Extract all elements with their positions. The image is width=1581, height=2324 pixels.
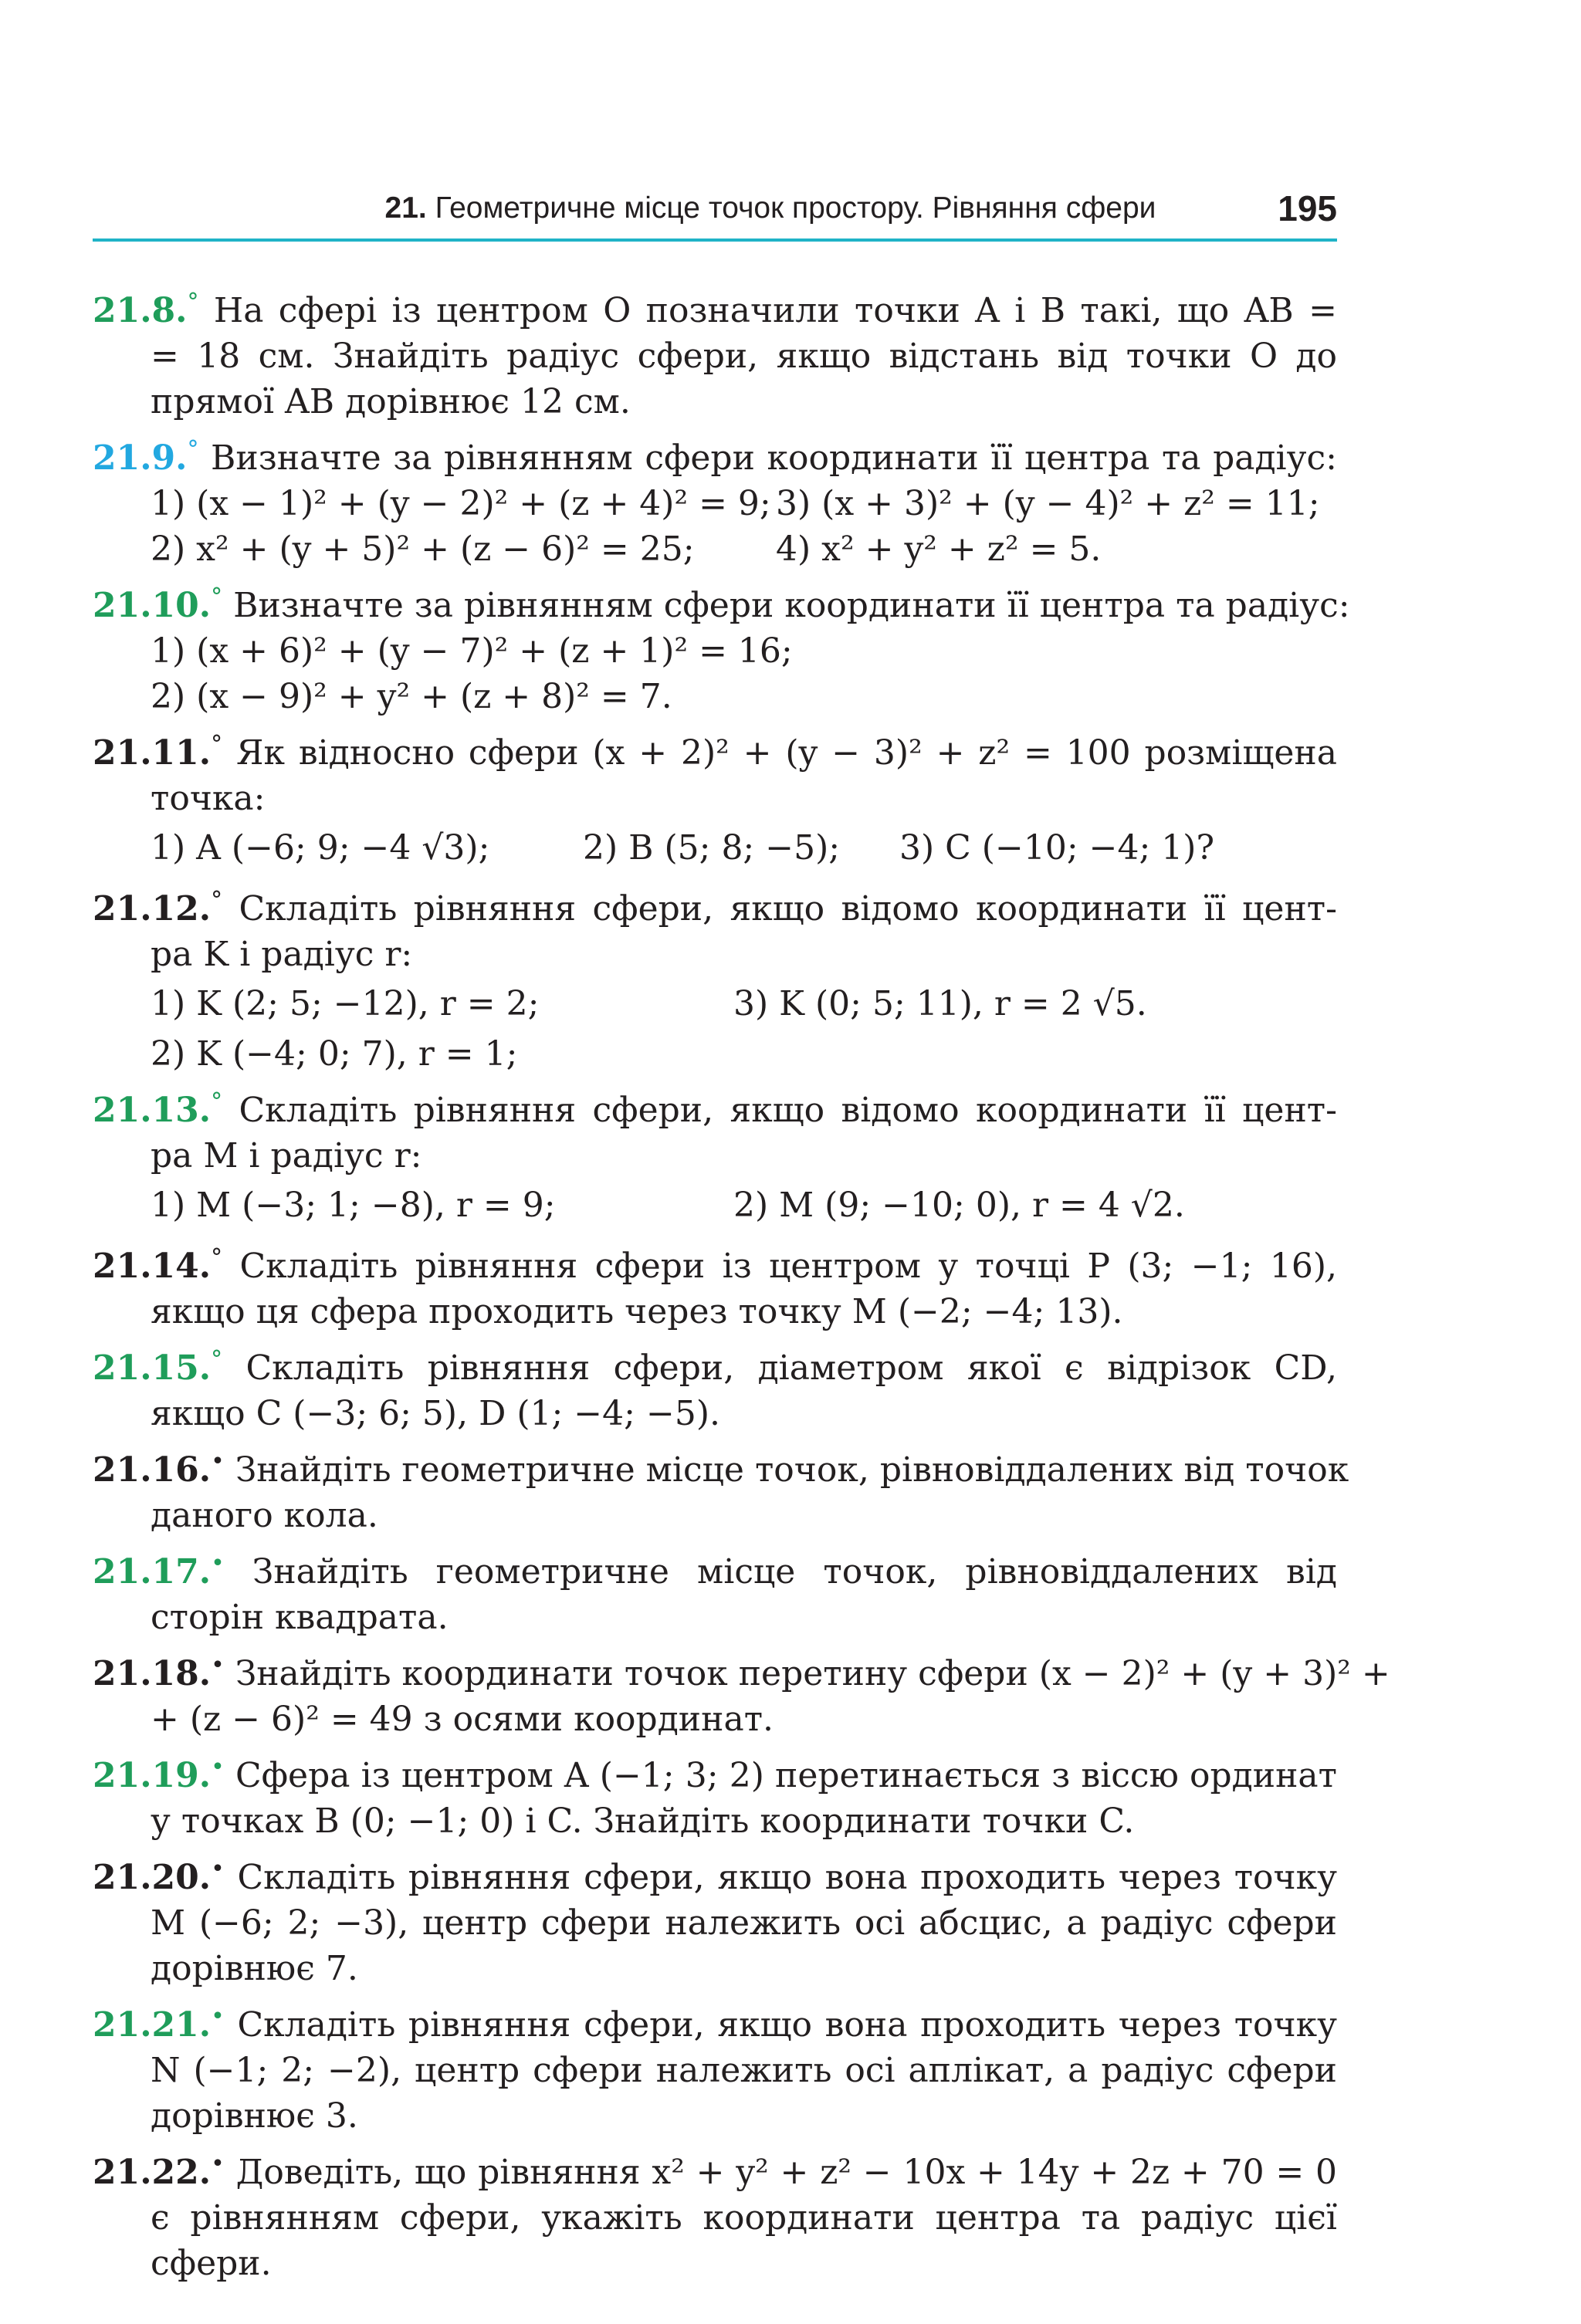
task-text: Як відносно сфери (x + 2)² + (y − 3)² + z² = 100 розміщена (235, 733, 1337, 773)
answer-row (93, 481, 1337, 526)
task-text: Визначте за рівнянням сфери координати її центра та радіус: (211, 438, 1337, 478)
task-text: Сфера із центром A (−1; 3; 2) перетинається з віссю ординат (235, 1756, 1337, 1795)
task-number: 21.11.° (93, 731, 223, 773)
task-21-18 (93, 1642, 1390, 1742)
task-text: = 18 см. Знайдіть радіус сфери, якщо відстань від точки O до (151, 337, 1337, 376)
task-text: Знайдіть координати точок перетину сфери (x − 2)² + (y + 3)² + (235, 1654, 1390, 1693)
subtask-item: 1) M (−3; 1; −8), r = 9; (151, 1186, 556, 1225)
subtask-item: 2) x² + (y + 5)² + (z − 6)² = 25; (151, 529, 695, 569)
task-21-20 (93, 1846, 1337, 1991)
task-text: Складіть рівняння сфери із центром у точці P (3; −1; 16), (239, 1247, 1337, 1286)
task-number: 21.22.• (93, 2150, 225, 2192)
task-text: Доведіть, що рівняння x² + y² + z² − 10x + 14y + 2z + 70 = 0 (235, 2153, 1337, 2192)
task-21-8 (93, 279, 1337, 425)
task-text: Складіть рівняння сфери, діаметром якої є відрізок CD, (245, 1348, 1337, 1388)
task-21-13 (93, 1079, 1337, 1233)
task-number: 21.13.° (93, 1088, 223, 1130)
chapter-name: Геометричне місце точок простору. Рівняння сфери (426, 191, 1156, 225)
task-text: Складіть рівняння сфери, якщо відомо координати її цент- (239, 889, 1337, 929)
exercise-list (93, 279, 1390, 2288)
task-21-21 (93, 1994, 1337, 2139)
task-text: ра K і радіус r: (151, 935, 413, 974)
chapter-title (307, 182, 1234, 235)
task-text: Знайдіть геометричне місце точок, рівновіддалених від (252, 1552, 1337, 1592)
task-number: 21.16.• (93, 1448, 225, 1490)
task-text: ра M і радіус r: (151, 1136, 422, 1176)
task-text: Складіть рівняння сфери, якщо відомо координати її цент- (239, 1091, 1337, 1130)
running-header (93, 182, 1337, 235)
task-21-14 (93, 1235, 1337, 1335)
task-21-11 (93, 722, 1337, 875)
subtask-item: 2) K (−4; 0; 7), r = 1; (151, 1034, 518, 1074)
task-number: 21.12.° (93, 887, 223, 929)
chapter-number: 21. (384, 191, 427, 225)
subtask-item: 4) x² + y² + z² = 5. (776, 529, 1102, 569)
answer-row (93, 821, 1337, 875)
task-text: + (z − 6)² = 49 з осями координат. (151, 1700, 774, 1739)
header-rule (93, 238, 1337, 242)
task-text: якщо ця сфера проходить через точку M (−2; −4; 13). (151, 1292, 1123, 1331)
task-text: даного кола. (151, 1496, 378, 1535)
task-21-17 (93, 1541, 1337, 1640)
task-text: M (−6; 2; −3), центр сфери належить осі абсцис, а радіус сфери (151, 1903, 1337, 1943)
subtask-item: 2) M (9; −10; 0), r = 4 √2. (733, 1186, 1185, 1225)
task-text: прямої AB дорівнює 12 см. (151, 382, 631, 421)
task-number: 21.9.° (93, 436, 199, 478)
task-text: є рівнянням сфери, укажіть координати центра та радіус цієї (151, 2198, 1337, 2238)
task-text: Визначте за рівнянням сфери координати її центра та радіус: (233, 586, 1350, 625)
task-text: якщо C (−3; 6; 5), D (1; −4; −5). (151, 1394, 720, 1433)
task-21-19 (93, 1744, 1337, 1844)
answer-row (93, 526, 1337, 572)
task-21-15 (93, 1337, 1337, 1436)
task-number: 21.17.• (93, 1550, 225, 1592)
task-text: Складіть рівняння сфери, якщо вона проходить через точку (237, 2005, 1337, 2045)
task-text: N (−1; 2; −2), центр сфери належить осі аплікат, а радіус сфери (151, 2051, 1337, 2090)
task-text: точка: (151, 779, 266, 818)
task-21-12 (93, 878, 1337, 1077)
subtask-item: 1) (x + 6)² + (y − 7)² + (z + 1)² = 16; (151, 631, 793, 671)
subtask-item: 3) (x + 3)² + (y − 4)² + z² = 11; (776, 484, 1320, 523)
page-number: 195 (1278, 188, 1337, 228)
subtask-item: 1) K (2; 5; −12), r = 2; (151, 984, 540, 1023)
task-text: На сфері із центром O позначили точки A і B такі, що AB = (213, 291, 1337, 330)
task-number: 21.10.° (93, 584, 223, 625)
task-text: Знайдіть геометричне місце точок, рівновіддалених від точок (235, 1450, 1349, 1490)
task-21-10 (93, 574, 1350, 719)
subtask-item: 3) K (0; 5; 11), r = 2 √5. (733, 984, 1147, 1023)
task-number: 21.8.° (93, 289, 199, 330)
task-21-9 (93, 427, 1337, 572)
task-number: 21.20.• (93, 1855, 225, 1897)
answer-row (93, 1179, 1337, 1233)
task-text: сторін квадрата. (151, 1598, 449, 1637)
task-text: у точках B (0; −1; 0) і C. Знайдіть координати точки C. (151, 1801, 1135, 1841)
task-number: 21.15.° (93, 1346, 223, 1388)
task-text: сфери. (151, 2244, 272, 2283)
task-text: дорівнює 3. (151, 2096, 358, 2136)
task-21-22 (93, 2141, 1337, 2286)
subtask-item: 1) A (−6; 9; −4 √3); (151, 828, 490, 868)
subtask-item: 1) (x − 1)² + (y − 2)² + (z + 4)² = 9; (151, 484, 771, 523)
task-number: 21.14.° (93, 1244, 223, 1286)
task-21-16 (93, 1439, 1349, 1538)
subtask-item: 3) C (−10; −4; 1)? (899, 828, 1215, 868)
subtask-item: 2) B (5; 8; −5); (583, 828, 841, 868)
task-number: 21.19.• (93, 1754, 225, 1795)
answer-row (93, 977, 1337, 1031)
task-text: Складіть рівняння сфери, якщо вона проходить через точку (237, 1858, 1337, 1897)
task-number: 21.18.• (93, 1652, 225, 1693)
task-number: 21.21.• (93, 2003, 225, 2045)
subtask-item: 2) (x − 9)² + y² + (z + 8)² = 7. (151, 677, 672, 716)
task-text: дорівнює 7. (151, 1949, 358, 1988)
